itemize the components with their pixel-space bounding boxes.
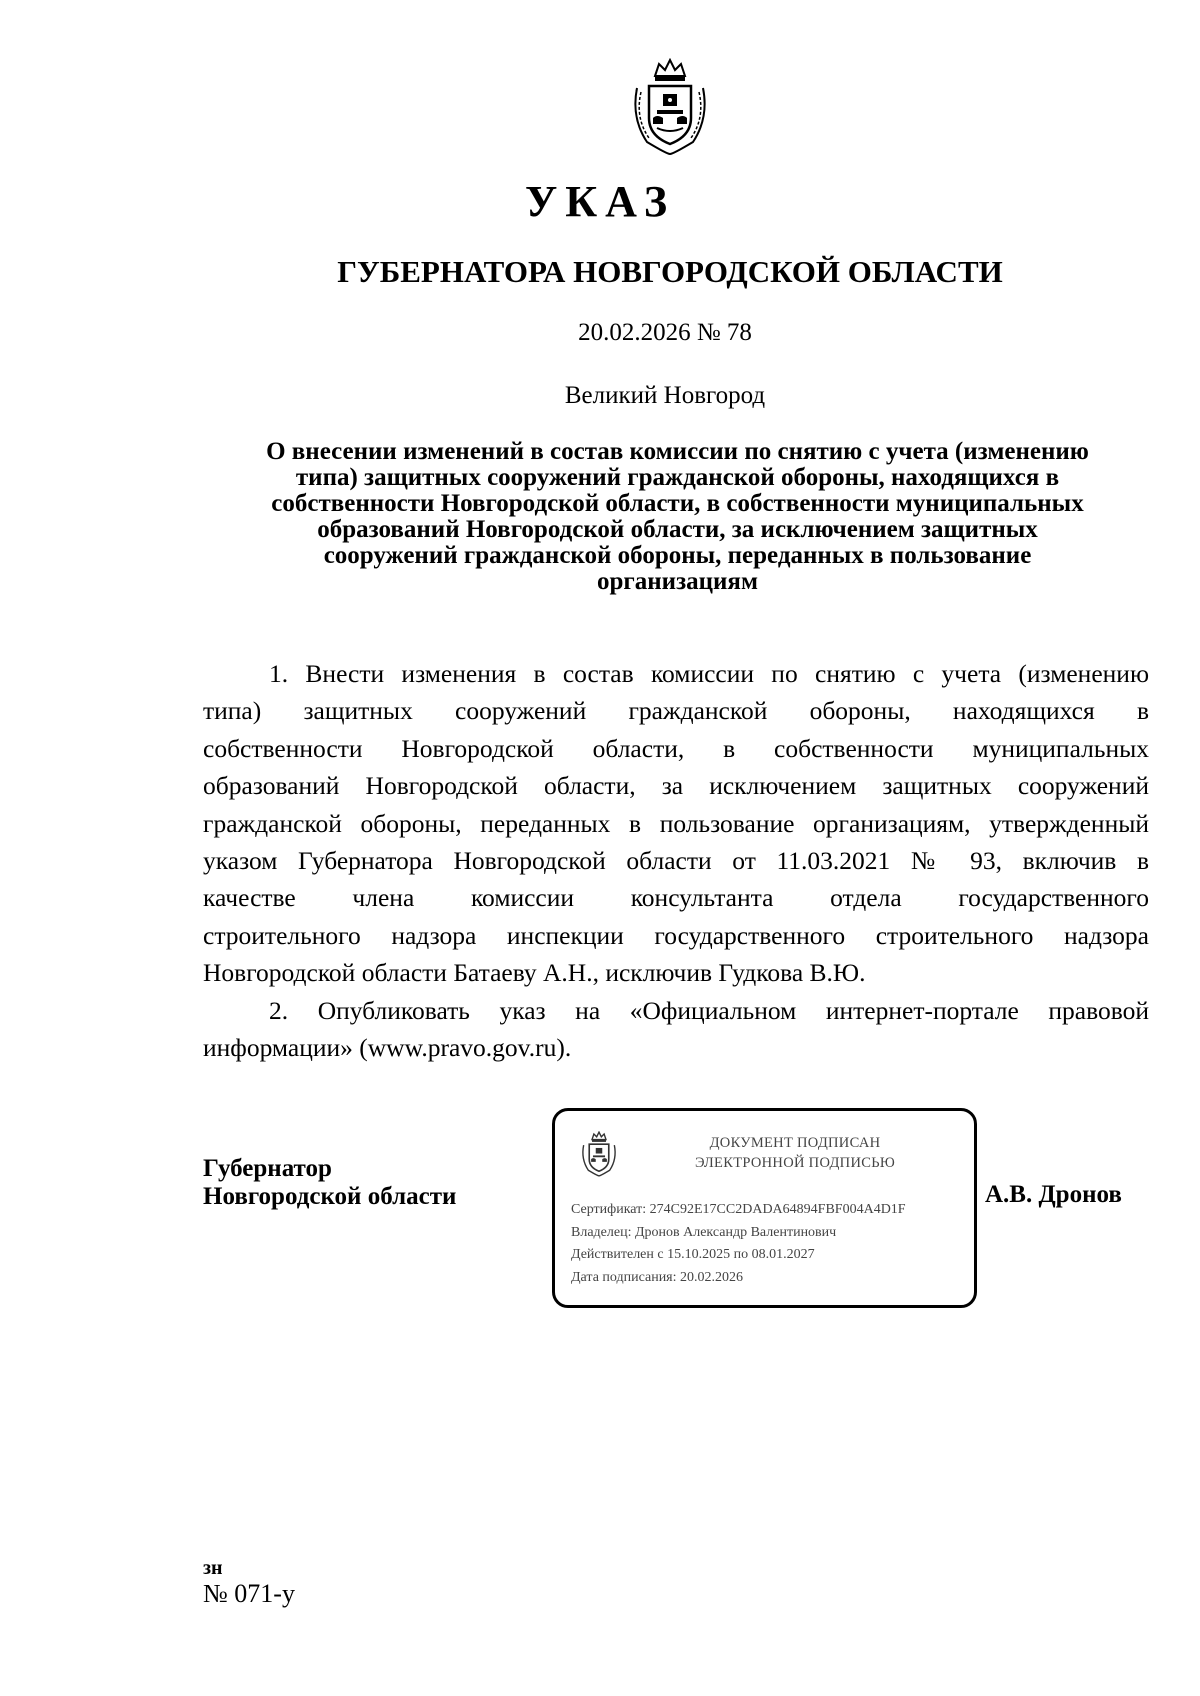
body-line: Новгородской области Батаеву А.Н., исключив Гудкова В.Ю.	[203, 958, 866, 988]
body-line: 2. Опубликовать указ на «Официальном интернет-портале правовой	[269, 995, 1149, 1025]
stamp-owner: Владелец: Дронов Александр Валентинович	[571, 1224, 837, 1240]
signatory-position-line: Губернатор	[203, 1155, 332, 1182]
body-line: образований Новгородской области, за исключением защитных сооружений	[203, 771, 1149, 801]
document-title: УКАЗ	[524, 177, 676, 226]
coat-of-arms-icon	[627, 58, 713, 156]
body-line: типа) защитных сооружений гражданской обороны, находящихся в	[203, 696, 1149, 726]
heading-line: собственности Новгородской области, в собственности муниципальных	[271, 490, 1084, 517]
stamp-certificate: Сертификат: 274C92E17CC2DADA64894FBF004A4D1F	[571, 1202, 906, 1217]
stamp-heading-line: ДОКУМЕНТ ПОДПИСАН	[709, 1135, 881, 1151]
heading-line: О внесении изменений в состав комиссии по снятию с учета (изменению	[266, 438, 1089, 465]
footer-code: зн	[203, 1557, 223, 1579]
heading-line: образований Новгородской области, за исключением защитных	[317, 516, 1038, 543]
footer-number: № 071-у	[203, 1579, 295, 1608]
heading-line: организациям	[597, 568, 758, 595]
stamp-validity: Действителен с 15.10.2025 по 08.01.2027	[571, 1247, 815, 1262]
document-subtitle: ГУБЕРНАТОРА НОВГОРОДСКОЙ ОБЛАСТИ	[337, 254, 1003, 289]
body-line: 1. Внести изменения в состав комиссии по снятию с учета (изменению	[269, 659, 1149, 688]
body-line: информации» (www.pravo.gov.ru).	[203, 1032, 572, 1062]
body-line: указом Губернатора Новгородской области от 11.03.2021 № 93, включив в	[203, 845, 1149, 875]
stamp-heading	[635, 1133, 955, 1173]
signatory-name: А.В. Дронов	[985, 1181, 1122, 1208]
heading-line: сооружений гражданской обороны, переданных в пользование	[323, 542, 1032, 569]
body-line: гражданской обороны, переданных в пользование организациям, утвержденный	[203, 808, 1149, 838]
signatory-position-line: Новгородской области	[203, 1183, 457, 1210]
document-footer	[203, 1556, 295, 1608]
document-date-number: 20.02.2026 № 78	[578, 319, 752, 346]
document-city: Великий Новгород	[564, 382, 766, 409]
body-line: строительного надзора инспекции государственного строительного надзора	[203, 920, 1149, 950]
stamp-details	[571, 1199, 906, 1289]
coat-of-arms-icon	[579, 1131, 619, 1177]
document-body	[203, 655, 1149, 1066]
stamp-heading-line: ЭЛЕКТРОННОЙ ПОДПИСЬЮ	[694, 1155, 896, 1171]
body-line: собственности Новгородской области, в собственности муниципальных	[203, 733, 1149, 763]
heading-line: типа) защитных сооружений гражданской обороны, находящихся в	[295, 464, 1060, 491]
document-heading	[205, 439, 1150, 595]
stamp-signed-date: Дата подписания: 20.02.2026	[571, 1269, 744, 1285]
electronic-signature-stamp	[552, 1108, 977, 1308]
signatory-position	[203, 1155, 456, 1211]
body-line: качестве члена комиссии консультанта отдела государственного	[203, 883, 1149, 913]
